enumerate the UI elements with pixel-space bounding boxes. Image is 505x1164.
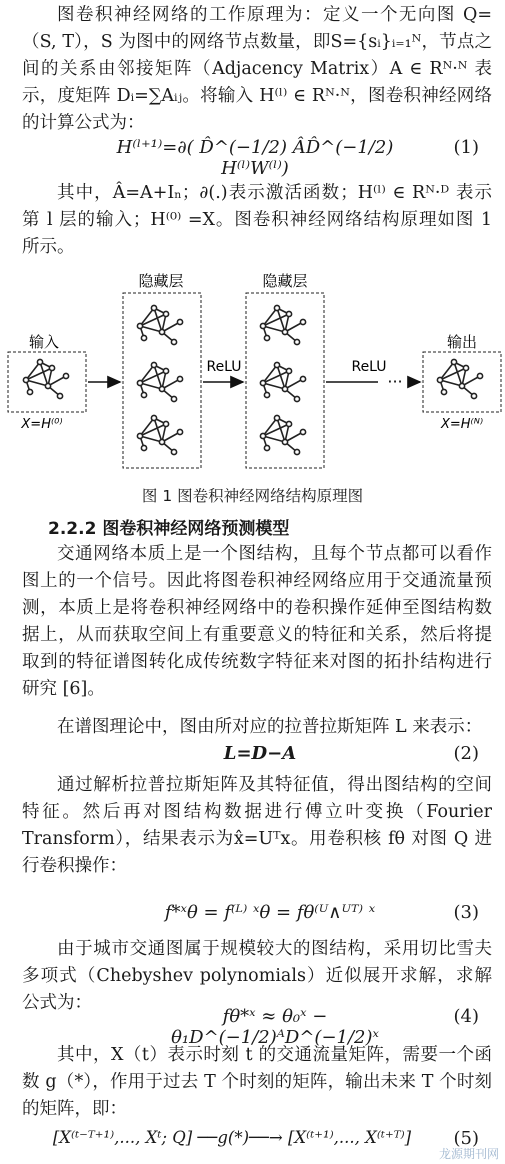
hidden-1-graph-icon-a [137,305,182,344]
hidden-1-graph-icon-b [137,362,182,401]
equation-2-number: (2) [453,743,479,764]
equation-1 [0,137,505,179]
input-formula: X=H⁽⁰⁾ [21,417,63,432]
relu-label-2: ReLU [351,359,387,375]
hidden-layer-1-label: 隐藏层 [138,272,184,290]
paragraph-spectral-theory: 在谱图理论中，图由所对应的拉普拉斯矩阵 L 来表示： [57,717,483,737]
relu-label-1: ReLU [206,359,242,375]
figure-caption: 图 1 图卷积神经网络结构原理图 [141,487,364,505]
output-formula: X=H⁽ᴺ⁾ [440,417,484,432]
equation-4-body: fθ*ˣ ≈ θ₀ˣ − θ₁D^(−1/2)ᴬD^(−1/2)ˣ [171,1006,379,1048]
equation-3-number: (3) [453,902,479,923]
paragraph-traffic-matrix: 其中，X（t）表示时刻 t 的交通流量矩阵，需要一个函数 g（*），作用于过去 T 个时刻的矩阵，输出未来 T 个时刻的矩阵，即： [22,1045,492,1119]
hidden-1-graph-icon-c [137,415,182,454]
equation-4-number: (4) [453,1006,479,1027]
equation-3 [0,902,505,932]
equation-2-body: L=D−A [223,743,297,764]
paragraph-gcn-notation: 其中，Â=A+Iₙ；∂(.)表示激活函数；H⁽ˡ⁾ ∈ Rᴺ·ᴰ 表示第 l 层的输入；H⁽⁰⁾ =X。图卷积神经网络结构原理如图 1 所示。 [22,183,492,257]
section-heading: 2.2.2 图卷积神经网络预测模型 [48,519,290,539]
figure-gcn-structure [0,270,505,485]
paragraph-laplacian: 通过解析拉普拉斯矩阵及其特征值，得出图结构的空间特征。然后再对图结构数据进行傅立叶变换（Fourier Transform），结果表示为x̂=Uᵀx。用卷积核 fθ 对图 Q 进行卷积操作： [22,775,492,876]
equation-5 [0,1128,505,1158]
paragraph-traffic-network: 交通网络本质上是一个图结构，且每个节点都可以看作图上的一个信号。因此将图卷积神经网络应用于交通流量预测，本质上是将卷积神经网络中的卷积操作延伸至图结构数据上，从而获取空间上有重要意义的特征和关系，然后将提取到的特征谱图转化成传统数字特征来对图的拓扑结构进行研究 [6]。 [22,544,492,699]
ellipsis: ··· [387,372,403,391]
hidden-2-graph-icon-c [260,415,305,454]
input-graph-icon [23,359,68,398]
equation-1-body: H⁽ˡ⁺¹⁾=∂( D̂^(−1/2) ÂD̂^(−1/2) H⁽ˡ⁾W⁽ˡ⁾) [116,137,394,179]
hidden-2-graph-icon-a [260,305,305,344]
equation-5-number: (5) [453,1128,479,1149]
paragraph-gcn-principle: 图卷积神经网络的工作原理为：定义一个无向图 Q=（S, T），S 为图中的网络节点数量，即S={sᵢ}ᵢ₌₁ᴺ，节点之间的关系由邻接矩阵（Adjacency Matrix）A ∈ Rᴺ·ᴺ 表示，度矩阵 Dᵢ=∑Aᵢⱼ。将输入 H⁽ˡ⁾ ∈ Rᴺ·ᴺ，图卷积神经网络的计算公式为： [22,5,492,133]
watermark: 龙源期刊网 [438,1147,499,1161]
output-label: 输出 [446,333,478,351]
hidden-layer-2-label: 隐藏层 [262,272,308,290]
paragraph-chebyshev: 由于城市交通图属于规模较大的图结构，采用切比雪夫多项式（Chebyshev polynomials）近似展开求解，求解公式为： [22,939,492,1013]
input-label: 输入 [28,333,60,351]
equation-3-body: f*ˣθ = f⁽ᴸ⁾ ˣθ = fθ⁽ᵁ∧ᵁᵀ⁾ ˣ [164,902,376,923]
equation-2 [0,743,505,771]
equation-4 [0,1006,505,1048]
output-graph-icon [437,359,482,398]
equation-5-body: [X⁽ᵗ⁻ᵀ⁺¹⁾,..., Xᵗ; Q] ──g(*)──→ [X⁽ᵗ⁺¹⁾,..., X⁽ᵗ⁺ᵀ⁾] [52,1128,412,1147]
output-box [423,352,501,412]
hidden-2-graph-icon-b [260,362,305,401]
equation-1-number: (1) [453,137,479,158]
